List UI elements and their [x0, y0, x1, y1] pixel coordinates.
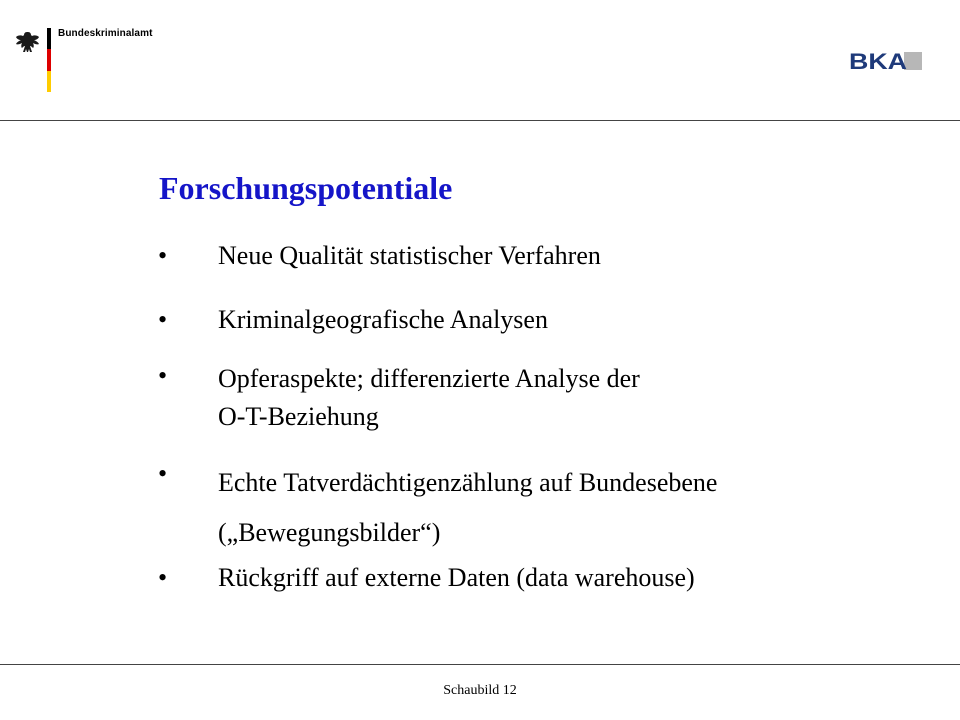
- bullet-text: [218, 562, 695, 594]
- bullet-text: [218, 240, 601, 272]
- organization-name: Bundeskriminalamt: [58, 28, 153, 39]
- flag-band-gold: [47, 71, 51, 92]
- flag-band-red: [47, 49, 51, 70]
- footer-divider: [0, 664, 960, 665]
- bullet-line: Neue Qualität statistischer Verfahren: [218, 241, 601, 270]
- bullet-line: Opferaspekte; differenzierte Analyse der: [218, 364, 640, 393]
- federal-flag-stripe: [47, 28, 51, 92]
- page-label: Schaubild 12: [443, 683, 517, 698]
- bullet-text: [218, 458, 717, 558]
- bullet-dot: •: [158, 361, 168, 390]
- bullet-text: [218, 360, 640, 436]
- bka-logo: [848, 50, 922, 72]
- bullet-line: („Bewegungsbilder“): [218, 518, 441, 547]
- slide-header: [0, 0, 960, 120]
- bullet-dot: •: [158, 241, 168, 270]
- bullet-line: Rückgriff auf externe Daten (data warehouse): [218, 563, 695, 592]
- bullet-dot: •: [158, 563, 168, 592]
- bullet-dot: •: [158, 305, 168, 334]
- logo-text: BKA: [849, 50, 908, 72]
- bullet-text: [218, 304, 548, 336]
- bullet-line: Kriminalgeografische Analysen: [218, 305, 548, 334]
- bullet-line: Echte Tatverdächtigenzählung auf Bundesebene: [218, 468, 718, 497]
- federal-eagle-icon: [14, 30, 40, 58]
- slide-title: Forschungspotentiale: [159, 170, 453, 206]
- bullet-line: O-T-Beziehung: [218, 402, 379, 431]
- header-divider: [0, 120, 960, 121]
- flag-band-black: [47, 28, 51, 49]
- bullet-dot: •: [158, 459, 168, 488]
